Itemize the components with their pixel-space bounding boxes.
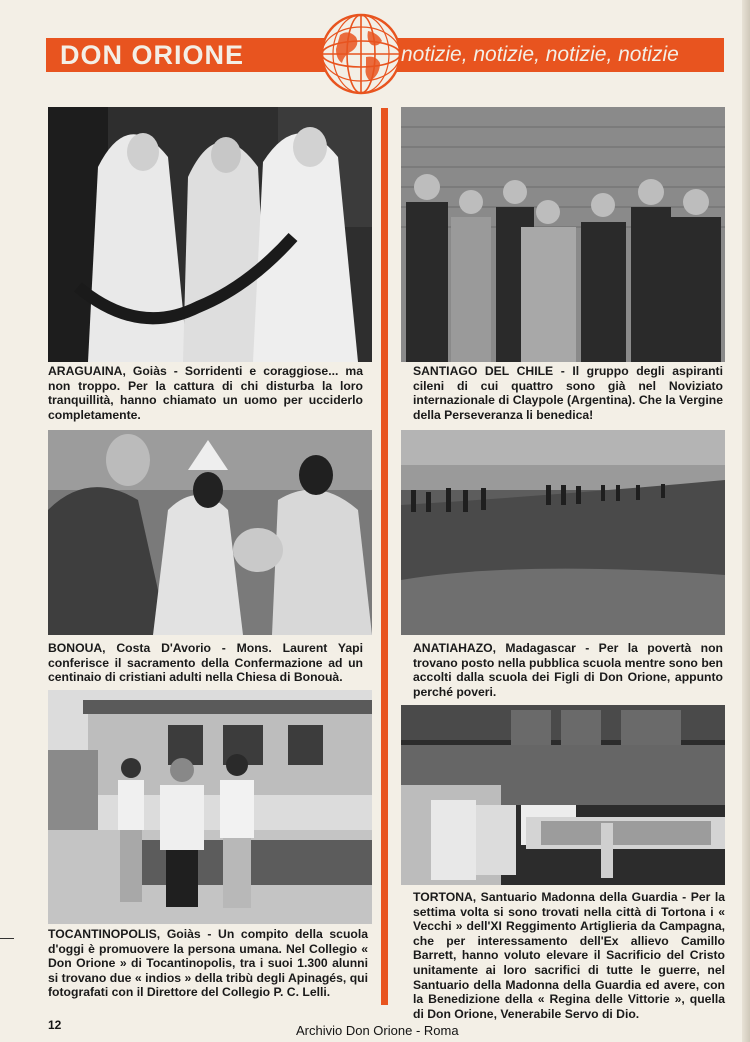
caption-place: BONOUA, <box>48 641 106 655</box>
archive-credit: Archivio Don Orione - Roma <box>296 1023 459 1038</box>
photo-santiago <box>401 107 725 362</box>
caption-text: - Il gruppo degli aspiranti cileni di cui quattro sono già nel Noviziato internazionale di Claypole (Argentina). Che la Vergine della Perseveranza li benedica! <box>413 364 723 422</box>
column-divider <box>381 108 388 1005</box>
page-edge <box>742 0 750 1042</box>
caption-tortona <box>413 890 725 1021</box>
caption-text: Goiàs - Un compito della scuola d'oggi è promuovere la persona umana. Nel Collegio « Don Orione » di Tocantinopolis, tra i suoi 1.300 alunni si trovano due « indios » della tribù degli Apinagés, qui fotografati con il Direttore del Collegio P. C. Lelli. <box>48 927 368 1000</box>
caption-tocantinopolis <box>48 927 368 1000</box>
caption-place: TORTONA, Santuario Madonna della Guardia <box>413 890 678 904</box>
caption-araguaina <box>48 364 363 422</box>
photo-tortona <box>401 705 725 885</box>
caption-bonoua <box>48 641 363 685</box>
caption-anatiahazo <box>413 641 723 699</box>
caption-place: SANTIAGO DEL CHILE <box>413 364 554 378</box>
photo-bonoua <box>48 430 372 635</box>
margin-tick <box>0 938 14 939</box>
caption-text: Madagascar - Per la povertà non trovano posto nella pubblica scuola mentre sono ben accolti dalla scuola dei Figli di Don Orione, appunto perché poveri. <box>413 641 723 699</box>
caption-place: ANATIAHAZO, <box>413 641 497 655</box>
brand-title: DON ORIONE <box>60 40 245 70</box>
caption-santiago <box>413 364 723 422</box>
photo-anatiahazo <box>401 430 725 635</box>
caption-place: TOCANTINOPOLIS, <box>48 927 161 941</box>
caption-text: Costa D'Avorio - Mons. Laurent Yapi conferisce il sacramento della Confermazione ad un centinaio di cristiani adulti nella Chiesa di Bonouà. <box>48 641 363 685</box>
caption-text: - Per la settima volta si sono trovati nella città di Tortona i « Vecchi » dell'XI Reggimento Artiglieria da Campagna, che per interessamento dell'Ex allievo Camillo Barrett, hanno voluto elevare il Sacrificio del Cristo unitamente ai loro sacrifici di tutte le guerre, nel Santuario della Madonna della Guardia ed avere, con la Benedizione della « Regina delle Vittorie », quella di Don Orione, Venerabile Servo di Dio. <box>413 890 726 1021</box>
caption-text: Goiàs - Sorridenti e coraggiose... ma non troppo. Per la cattura di chi disturba la loro tranquillità, hanno chiamato un uomo per ucciderlo completamente. <box>48 364 363 422</box>
photo-araguaina <box>48 107 372 362</box>
photo-tocantinopolis <box>48 690 372 924</box>
caption-place: ARAGUAINA, <box>48 364 126 378</box>
header-tagline: notizie, notizie, notizie, notizie <box>401 43 679 66</box>
globe-icon <box>320 13 402 95</box>
page-number: 12 <box>48 1018 62 1032</box>
